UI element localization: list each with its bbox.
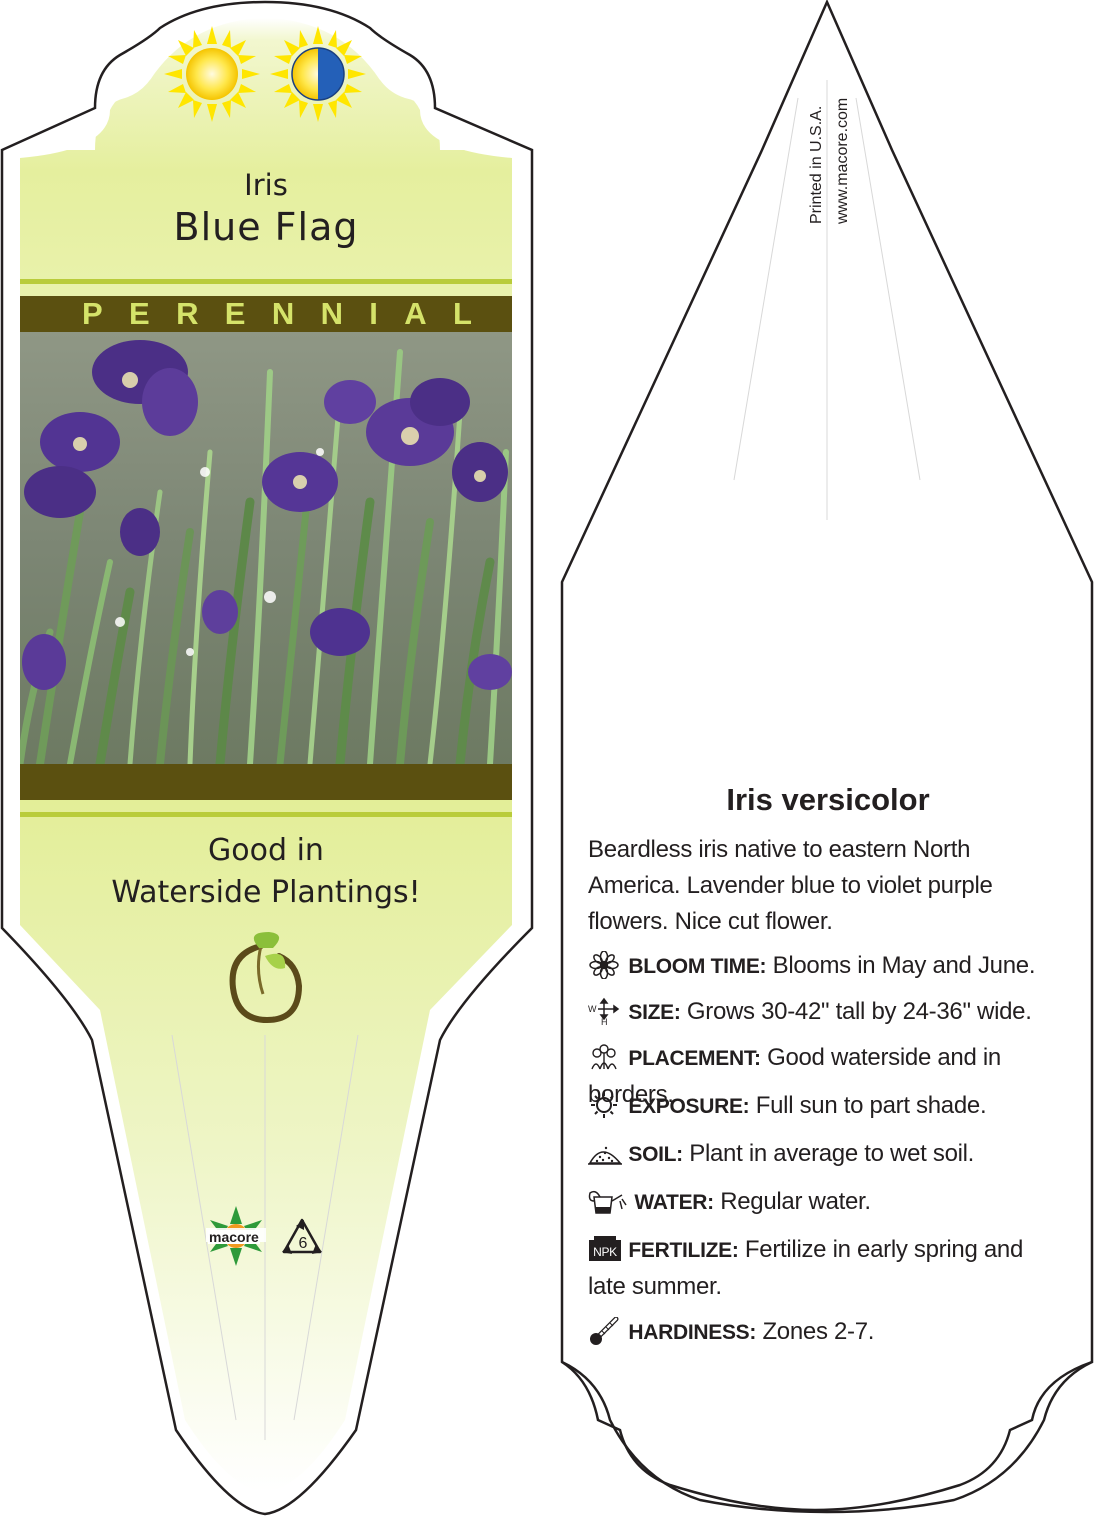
size-w-letter: W — [588, 1004, 597, 1014]
garden-bed-icon — [588, 1043, 622, 1071]
detail-text: Blooms in May and June. — [772, 952, 1036, 979]
category-letter: L — [453, 296, 472, 331]
npk-label: NPK — [593, 1245, 617, 1259]
detail-label: FERTILIZE: — [628, 1239, 739, 1262]
detail-exposure — [588, 1088, 1058, 1125]
category-letter: E — [224, 296, 246, 331]
category-letter: I — [369, 296, 378, 331]
description: Beardless iris native to eastern North America. Lavender blue to violet purple flowers. Nice cut flower. — [588, 836, 993, 935]
detail-label: SIZE: — [628, 1001, 681, 1024]
category-letter: N — [320, 296, 343, 331]
npk-fertilizer-icon — [588, 1235, 622, 1263]
part-shade-icon — [270, 26, 366, 122]
detail-text: Zones 2-7. — [762, 1318, 875, 1345]
genus-name: Iris — [244, 168, 288, 202]
bottom-band — [20, 764, 512, 800]
detail-label: PLACEMENT: — [628, 1047, 761, 1070]
detail-label: BLOOM TIME: — [628, 955, 767, 978]
thermometer-icon — [588, 1317, 622, 1345]
tagline-line1: Good in — [208, 833, 324, 868]
detail-bloom-time — [588, 948, 1058, 985]
species-name: Iris versicolor — [726, 782, 930, 817]
recycle-code: 6 — [298, 1235, 308, 1252]
detail-text: Plant in average to wet soil. — [689, 1140, 975, 1167]
category-letter: P — [82, 296, 103, 331]
plant-photo — [20, 332, 512, 764]
printed-in: Printed in U.S.A. — [808, 105, 825, 224]
category-letter: N — [271, 296, 295, 331]
detail-text: Full sun to part shade. — [755, 1092, 987, 1119]
detail-text: Regular water. — [720, 1188, 871, 1215]
detail-label: EXPOSURE: — [628, 1095, 750, 1118]
category-letter: R — [176, 296, 199, 331]
detail-water — [588, 1184, 1058, 1221]
detail-hardiness — [588, 1314, 1058, 1351]
category-letter: A — [404, 296, 427, 331]
detail-soil — [588, 1136, 1058, 1173]
detail-text: Fertilize in early spring and late summer. — [588, 1236, 1023, 1300]
full-sun-icon — [164, 26, 260, 122]
detail-fertilize — [588, 1232, 1058, 1305]
soil-pile-icon — [588, 1139, 622, 1167]
detail-size — [588, 994, 1058, 1031]
size-arrows-icon — [588, 997, 622, 1025]
detail-label: WATER: — [634, 1191, 714, 1214]
sun-outline-icon — [588, 1091, 622, 1119]
website: www.macore.com — [834, 97, 851, 224]
variety-name: Blue Flag — [173, 205, 359, 249]
watering-can-icon — [588, 1187, 628, 1215]
category-letter: E — [129, 296, 150, 331]
tagline — [60, 830, 472, 914]
detail-text: Grows 30-42" tall by 24-36" wide. — [686, 998, 1032, 1025]
flower-icon — [588, 951, 622, 979]
brand-name: macore — [209, 1229, 259, 1245]
detail-label: HARDINESS: — [628, 1321, 757, 1344]
detail-text: Good waterside and in borders. — [588, 1044, 1001, 1108]
tagline-line2: Waterside Plantings! — [111, 875, 421, 910]
category-band — [20, 296, 512, 332]
detail-label: SOIL: — [628, 1143, 683, 1166]
size-h-letter: H — [601, 1017, 608, 1025]
